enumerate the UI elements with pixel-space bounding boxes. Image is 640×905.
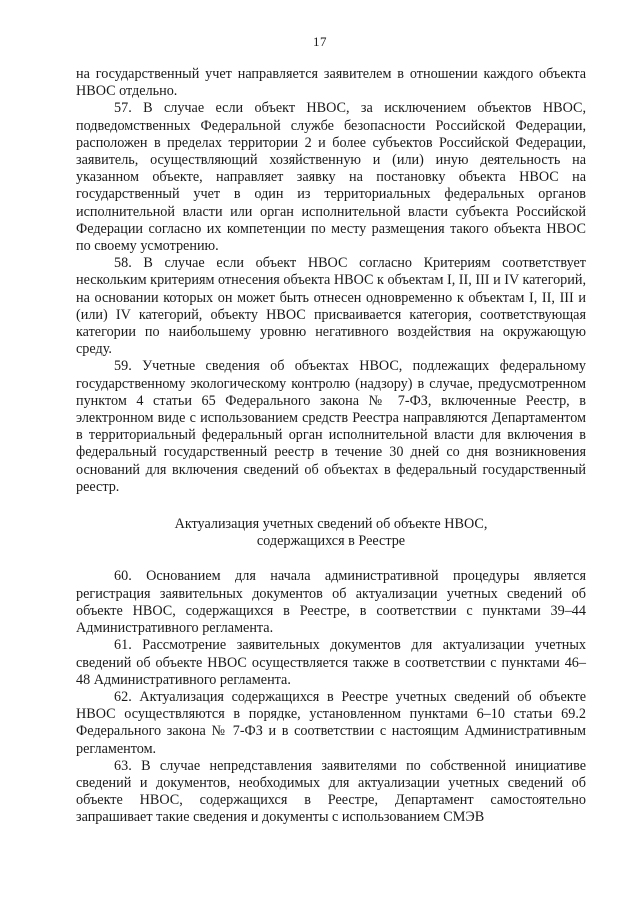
paragraph-continuation: на государственный учет направляется заявителем в отношении каждого объекта НВОС отдельно. xyxy=(76,66,586,100)
paragraph-58: 58. В случае если объект НВОС согласно Критериям соответствует нескольким критериям отнесения объекта НВОС к объектам I, II, III и IV категорий, на основании которых он может быть отнесен одновременно к объектам I, II, III и (или) IV категорий, объекту НВОС присваивается категория, соответствующая категории по наибольшему уровню негативного воздействия на окружающую среду. xyxy=(76,255,586,358)
paragraph-61: 61. Рассмотрение заявительных документов для актуализации учетных сведений об объекте НВОС осуществляется также в соответствии с пунктами 46–48 Административного регламента. xyxy=(76,637,586,688)
section-heading-line-2: содержащихся в Реестре xyxy=(256,533,406,550)
paragraph-60: 60. Основанием для начала административной процедуры является регистрация заявительных документов об актуализации учетных сведений об объекте НВОС, содержащихся в Реестре, в соответствии с пунктами 39–44 Административного регламента. xyxy=(76,568,586,637)
paragraph-62: 62. Актуализация содержащихся в Реестре учетных сведений об объекте НВОС осуществляются в порядке, установленном пунктами 6–10 статьи 69.2 Федерального закона № 7-ФЗ и в соответствии с настоящим Административным регламентом. xyxy=(76,688,586,757)
document-body xyxy=(76,66,586,827)
page-number: 17 xyxy=(313,34,327,49)
paragraph-59: 59. Учетные сведения об объектах НВОС, подлежащих федеральному государственному экологическому контролю (надзору) в случае, предусмотренном пунктом 4 статьи 65 Федерального закона № 7-ФЗ, включенные Реестр, в электронном виде с использованием средств Реестра направляются Департаментом в территориальный федеральный орган исполнительной власти для включения в федеральный государственный реестр в течение 30 дней со дня возникновения оснований для включения сведений об объектах в федеральный государственный реестр. xyxy=(76,358,586,495)
paragraph-57: 57. В случае если объект НВОС, за исключением объектов НВОС, подведомственных Федеральной службе безопасности Российской Федерации, расположен в пределах территории 2 и более субъектов Российской Федерации, заявитель, осуществляющий хозяйственную и (или) иную деятельность на указанном объекте, направляет заявку на постановку объекта НВОС на государственный учет в один из территориальных федеральных органов исполнительной власти или орган исполнительной власти субъекта Российской Федерации согласно их компетенции по месту размещения такого объекта НВОС по своему усмотрению. xyxy=(76,100,586,255)
section-heading-line-1: Актуализация учетных сведений об объекте НВОС, xyxy=(174,516,488,533)
paragraph-63: 63. В случае непредставления заявителями по собственной инициативе сведений и документов, необходимых для актуализации учетных сведений об объекте НВОС, содержащихся в Реестре, Департамент самостоятельно запрашивает такие сведения и документы с использованием СМЭВ xyxy=(76,757,586,826)
section-heading xyxy=(76,516,586,550)
